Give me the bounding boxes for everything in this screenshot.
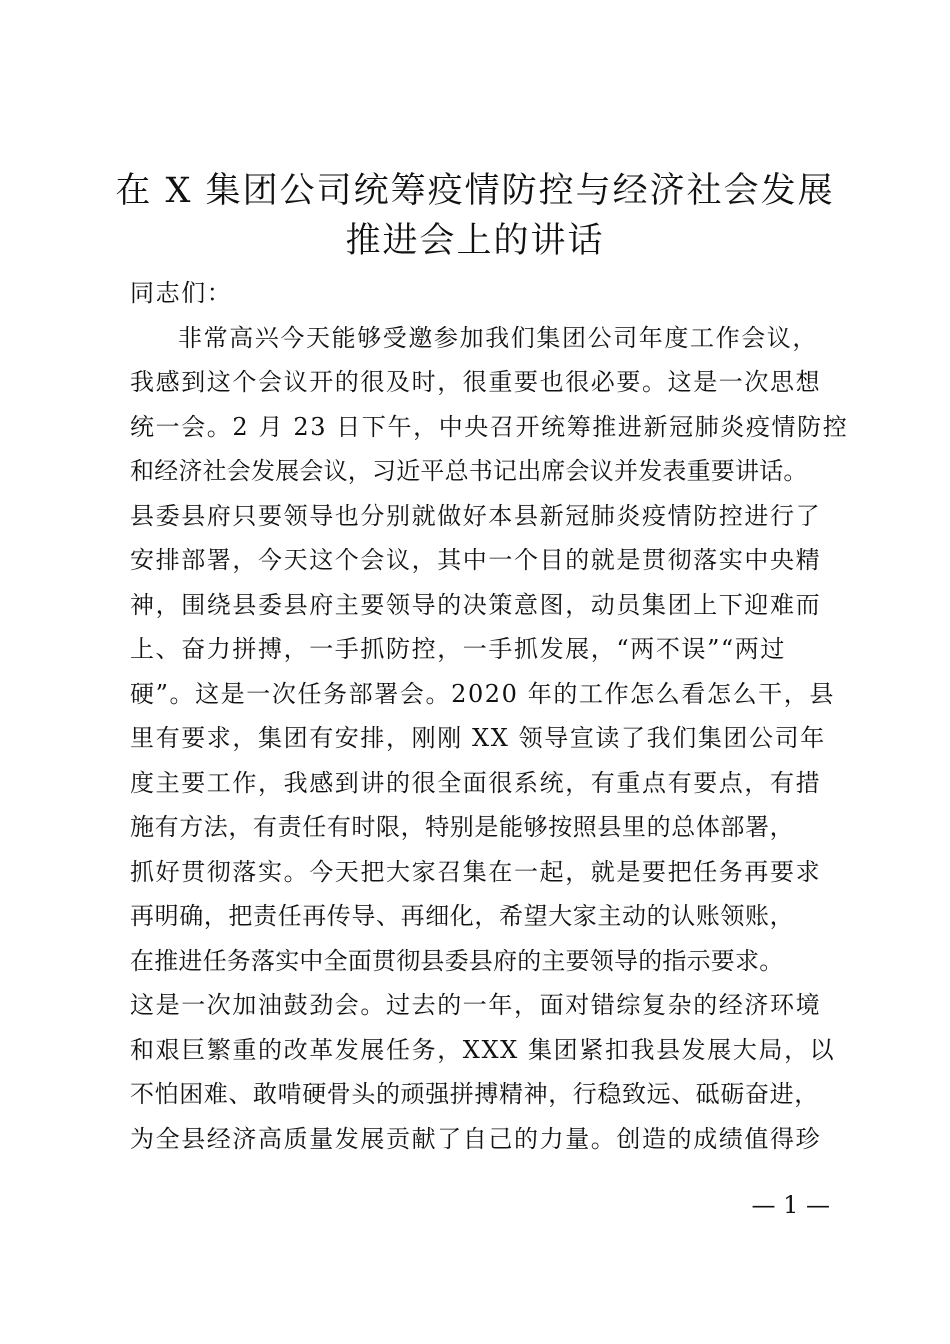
paragraph-line: 我感到这个会议开的很及时，很重要也很必要。这是一次思想 [130,368,822,396]
paragraph-line: 硬”。这是一次任务部署会。2020 年的工作怎么看怎么干，县 [130,679,835,708]
paragraph-line: 度主要工作，我感到讲的很全面很系统，有重点有要点，有措 [130,768,822,797]
paragraph-line: 抓好贯彻落实。今天把大家召集在一起，就是要把任务再要求 [130,857,822,886]
salutation: 同志们： [130,279,233,307]
paragraph-line: 施有方法，有责任有时限，特别是能够按照县里的总体部署， [130,813,795,841]
title-line: 推进会上的讲话 [345,221,605,261]
paragraph-line: 里有要求，集团有安排，刚刚 XX 领导宣读了我们集团公司年 [130,724,826,752]
paragraph-line: 和经济社会发展会议，习近平总书记出席会议并发表重要讲话。 [130,457,808,485]
paragraph-line: 非常高兴今天能够受邀参加我们集团公司年度工作会议， [178,323,818,352]
paragraph-line: 上、奋力拼搏，一手抓防控，一手抓发展，“两不误”“两过 [130,635,787,663]
paragraph-line: 再明确，把责任再传导、再细化，希望大家主动的认账领账， [130,902,795,930]
paragraph-line: 县委县府只要领导也分别就做好本县新冠肺炎疫情防控进行了 [130,501,822,530]
paragraph-line: 安排部署，今天这个会议，其中一个目的就是贯彻落实中央精 [130,546,822,574]
document-title [110,166,840,266]
paragraph-line: 这是一次加油鼓劲会。过去的一年，面对错综复杂的经济环境 [130,991,822,1019]
paragraph-line: 在推进任务落实中全面贯彻县委县府的主要领导的指示要求。 [130,946,784,975]
paragraph-line: 统一会。2 月 23 日下午，中央召开统筹推进新冠肺炎疫情防控 [130,412,849,441]
paragraph-line: 和艰巨繁重的改革发展任务，XXX 集团紧扣我县发展大局，以 [130,1035,836,1064]
title-line: 在 X 集团公司统筹疫情防控与经济社会发展 [115,171,835,211]
paragraph-line: 神，围绕县委县府主要领导的决策意图，动员集团上下迎难而 [130,590,822,619]
paragraph-line: 为全县经济高质量发展贡献了自己的力量。创造的成绩值得珍 [130,1124,822,1153]
page-number: — 1 — [751,1191,830,1219]
paragraph-line: 不怕困难、敢啃硬骨头的顽强拼搏精神，行稳致远、砥砺奋进， [130,1080,819,1108]
document-body [130,271,849,1161]
